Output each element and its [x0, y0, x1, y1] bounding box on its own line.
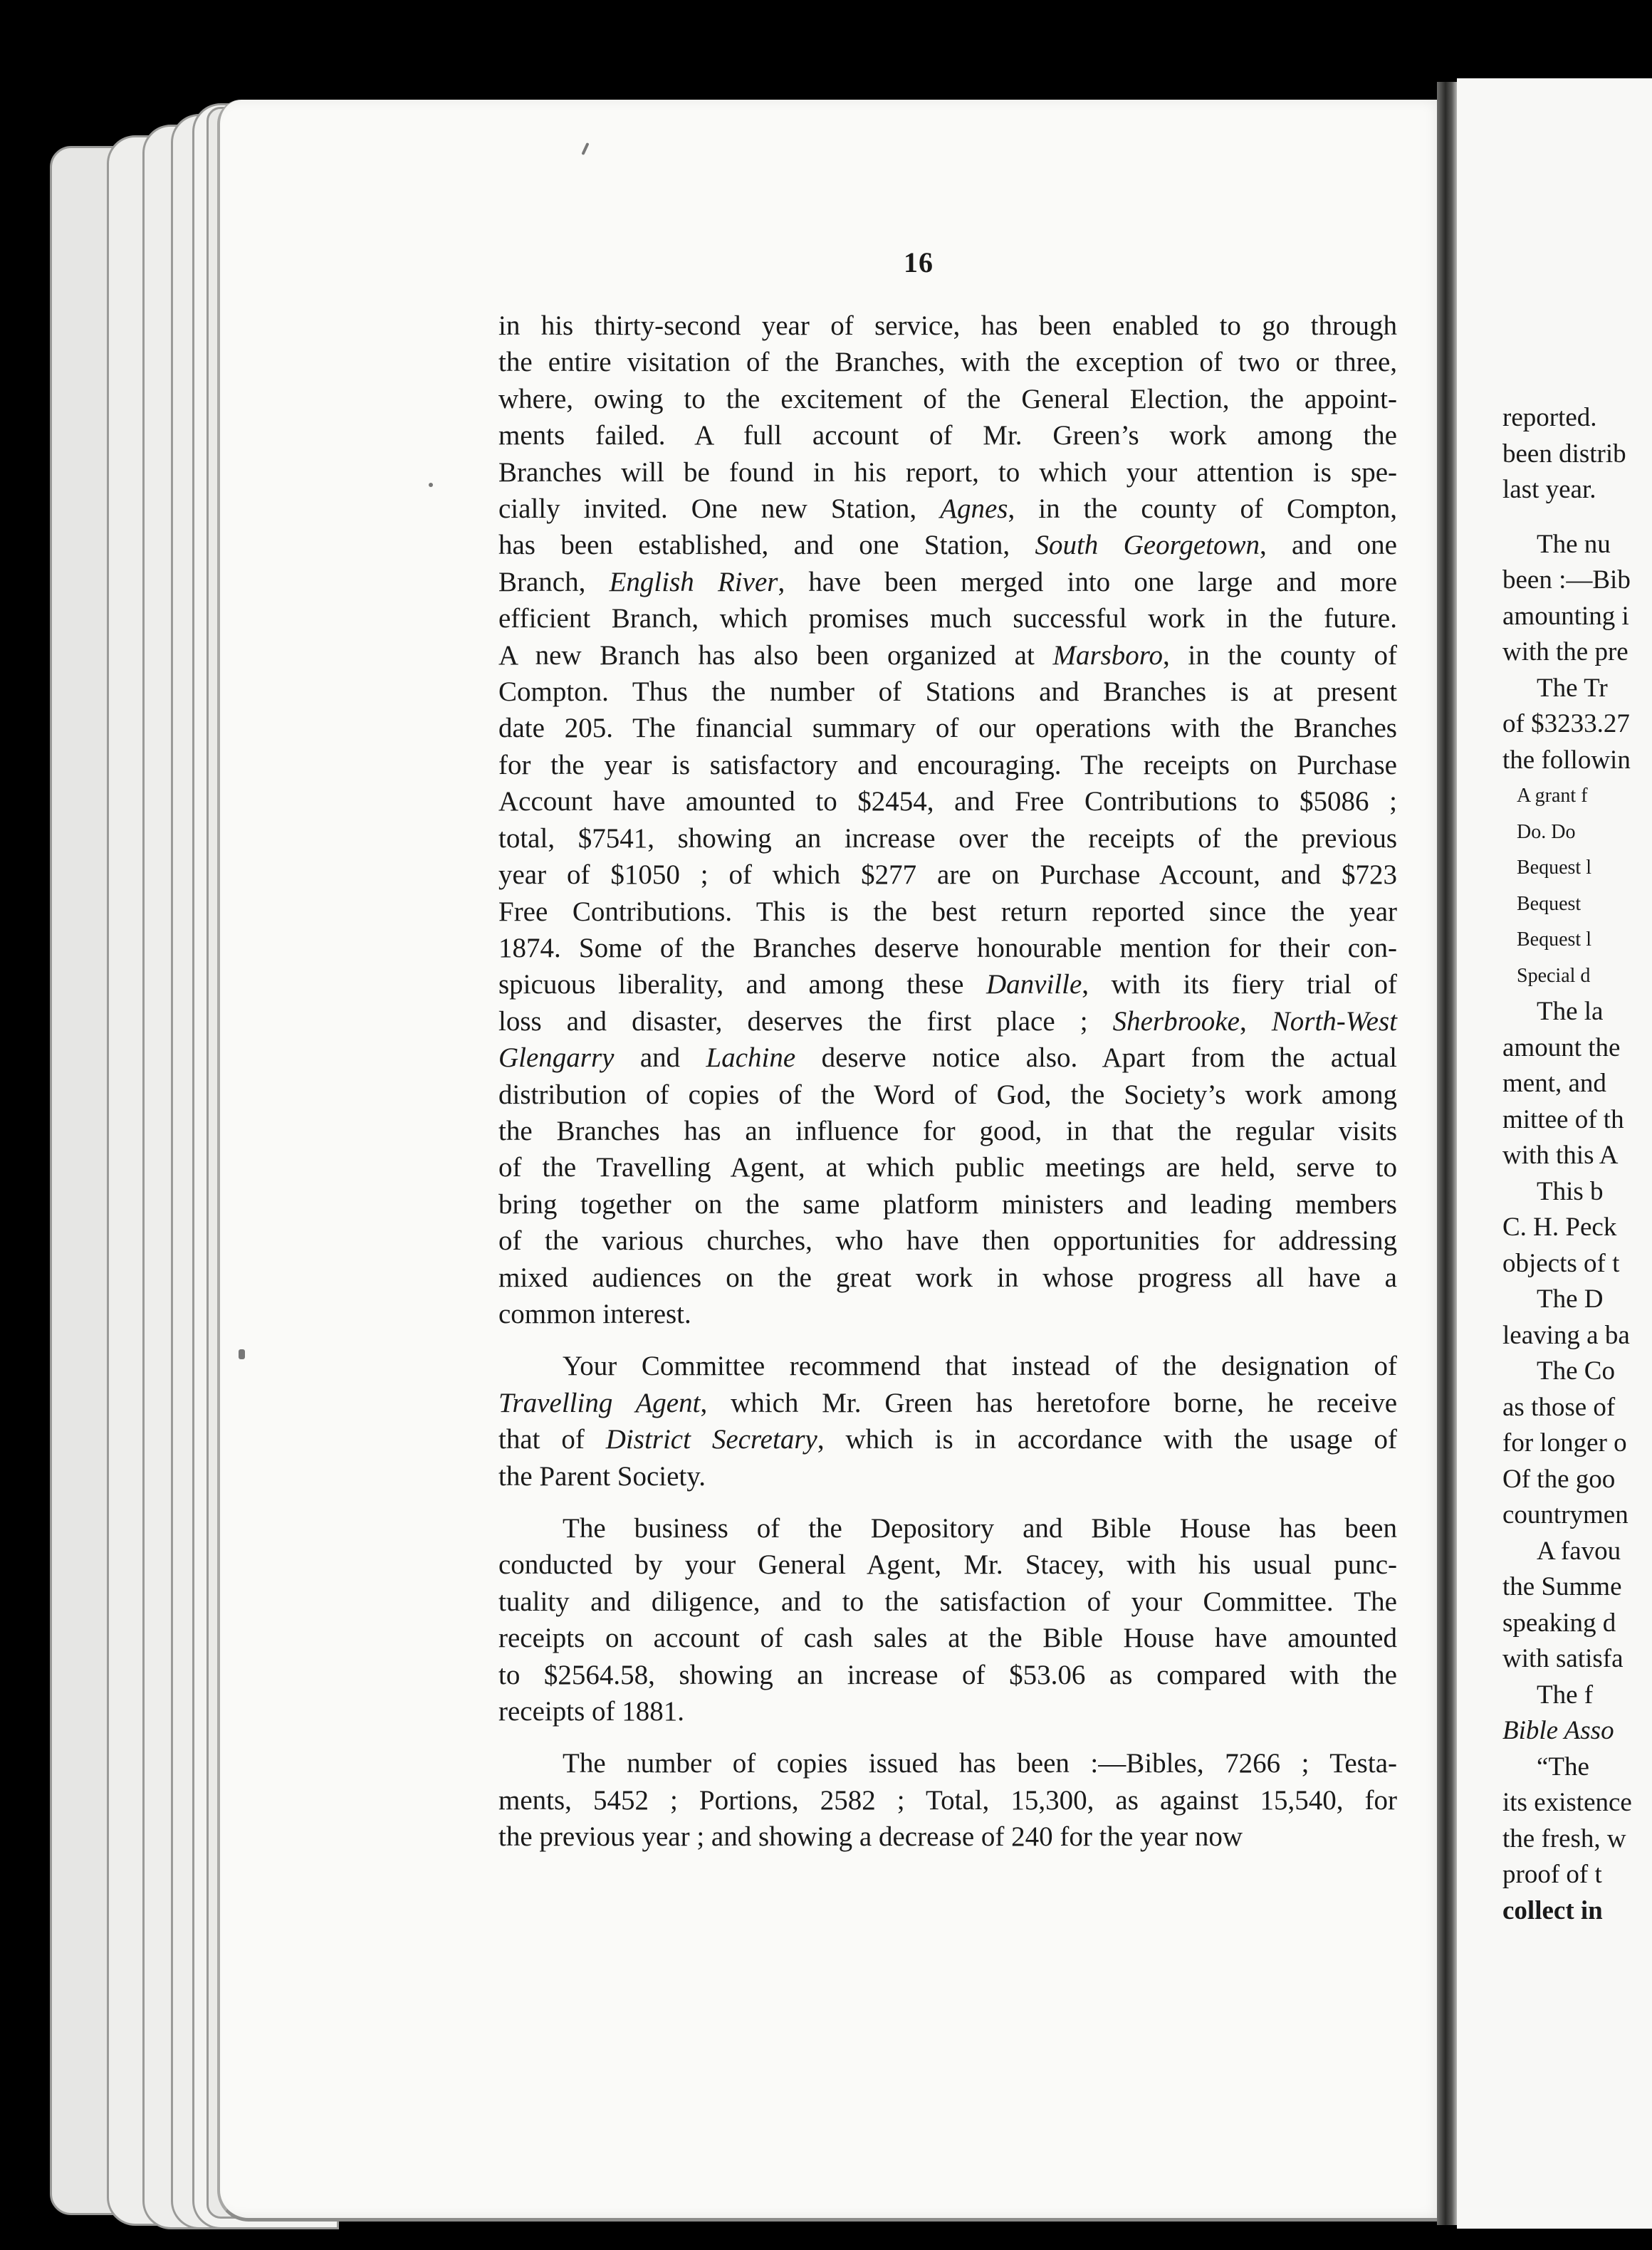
text-run: date 205. The financial summary of our operations with the Branches: [498, 713, 1397, 744]
text-run: to $2564.58, showing an increase of $53.06 as compared with the: [498, 1659, 1397, 1690]
right-text-line: The nu: [1537, 529, 1611, 559]
text-line: [498, 747, 1397, 783]
italic-text: Sherbrooke: [1112, 1005, 1240, 1037]
text-line: [498, 857, 1397, 893]
right-text-line: The la: [1537, 997, 1604, 1026]
right-text-line: Do. Do: [1517, 820, 1576, 843]
italic-text: Agnes: [940, 493, 1008, 525]
italic-text: North-West: [1271, 1005, 1397, 1037]
italic-text: Travelling Agent: [498, 1387, 701, 1418]
text-run: receipts on account of cash sales at the Bible House have amounted: [498, 1623, 1397, 1654]
text-line: [498, 1003, 1397, 1040]
text-run: The number of copies issued has been :—Bibles, 7266 ; Testa-: [563, 1748, 1397, 1779]
text-line: [498, 564, 1397, 600]
right-text-line: leaving a ba: [1502, 1320, 1630, 1350]
right-text-line: the followin: [1502, 745, 1631, 775]
text-run: ,: [1239, 1005, 1272, 1037]
book-gutter: [1437, 82, 1458, 2225]
right-text-line: been distrib: [1502, 439, 1626, 469]
right-text-line: objects of t: [1502, 1248, 1620, 1278]
text-run: where, owing to the excitement of the General Election, the appoint-: [498, 383, 1397, 414]
text-run: year of $1050 ; of which $277 are on Purchase Account, and $723: [498, 859, 1397, 891]
text-line: [498, 1421, 1397, 1458]
right-text-line: C. H. Peck: [1502, 1213, 1617, 1242]
text-line: [498, 1547, 1397, 1583]
text-run: in his thirty-second year of service, has been enabled to go through: [498, 310, 1397, 341]
right-text-line: proof of t: [1502, 1860, 1602, 1889]
text-run: conducted by your General Agent, Mr. Stacey, with his usual punc-: [498, 1549, 1397, 1581]
text-run: the previous year ; and showing a decrease of 240 for the year now: [498, 1821, 1243, 1853]
text-line: [498, 1260, 1397, 1296]
text-run: efficient Branch, which promises much successful work in the future.: [498, 603, 1397, 634]
text-line: [498, 637, 1397, 674]
right-text-line: ment, and: [1502, 1069, 1606, 1098]
text-run: and: [614, 1042, 706, 1074]
text-line: [498, 1693, 1397, 1730]
right-text-line: for longer o: [1502, 1428, 1627, 1458]
text-run: distribution of copies of the Word of God, the Society’s work among: [498, 1079, 1397, 1110]
text-run: A new Branch has also been organized at: [498, 639, 1053, 671]
right-text-line: A favou: [1537, 1536, 1621, 1566]
text-line: [498, 930, 1397, 966]
text-line: [498, 966, 1397, 1003]
text-line: [498, 1620, 1397, 1656]
text-line: [498, 894, 1397, 930]
right-text-line: “The: [1537, 1752, 1589, 1781]
text-run: Branch,: [498, 566, 610, 597]
right-text-line: its existence: [1502, 1788, 1632, 1817]
italic-text: Marsboro: [1052, 639, 1164, 671]
text-run: has been established, and one Station,: [498, 530, 1035, 561]
text-run: for the year is satisfactory and encouraging. The receipts on Purchase: [498, 749, 1397, 780]
text-run: , in the county of: [1163, 639, 1397, 671]
right-text-line: Bequest l: [1517, 928, 1591, 951]
text-line: [498, 1782, 1397, 1819]
right-text-line: Bequest: [1517, 892, 1582, 915]
right-text-line: mittee of th: [1502, 1104, 1624, 1134]
text-line: [498, 1186, 1397, 1223]
right-text-line: This b: [1537, 1176, 1604, 1206]
text-run: mixed audiences on the great work in whose progress all have a: [498, 1262, 1397, 1293]
text-run: , with its fiery trial of: [1082, 969, 1397, 1000]
italic-text: Glengarry: [498, 1042, 615, 1074]
text-run: common interest.: [498, 1298, 691, 1329]
text-line: [498, 1458, 1397, 1495]
text-run: Your Committee recommend that instead of the designation of: [563, 1351, 1397, 1382]
right-page-cropped-text: [1502, 400, 1652, 1929]
text-run: that of: [498, 1424, 606, 1455]
right-text-line: [1502, 508, 1652, 527]
text-run: cially invited. One new Station,: [498, 493, 941, 525]
paragraph: [498, 1510, 1397, 1730]
right-text-line: amount the: [1502, 1032, 1621, 1062]
text-line: [498, 1149, 1397, 1186]
text-line: [498, 1296, 1397, 1332]
italic-text: English River: [609, 566, 778, 597]
text-run: total, $7541, showing an increase over the receipts of the previous: [498, 822, 1397, 854]
italic-text: Danville: [986, 969, 1082, 1000]
text-run: bring together on the same platform ministers and leading members: [498, 1188, 1397, 1220]
text-run: , which is in accordance with the usage of: [817, 1424, 1398, 1455]
text-run: the entire visitation of the Branches, with the exception of two or three,: [498, 347, 1397, 378]
paragraph: [498, 308, 1397, 1332]
text-line: [498, 527, 1397, 563]
right-text-line: of $3233.27: [1502, 709, 1630, 738]
text-line: [498, 674, 1397, 710]
text-run: , and one: [1259, 530, 1397, 561]
text-run: Free Contributions. This is the best return reported since the year: [498, 896, 1397, 927]
right-text-line: reported.: [1502, 403, 1597, 432]
text-run: , which Mr. Green has heretofore borne, he receive: [700, 1387, 1398, 1418]
text-line: [498, 1745, 1397, 1781]
right-text-line: the Summe: [1502, 1572, 1622, 1601]
text-line: [498, 1819, 1397, 1855]
right-text-line: with this A: [1502, 1141, 1619, 1170]
text-run: tuality and diligence, and to the satisfaction of your Committee. The: [498, 1586, 1397, 1617]
text-run: loss and disaster, deserves the first place ;: [498, 1005, 1113, 1037]
right-text-line: been :—Bib: [1502, 565, 1631, 595]
text-run: of the Travelling Agent, at which public meetings are held, serve to: [498, 1152, 1397, 1183]
right-text-line: Special d: [1517, 964, 1591, 987]
text-line: [498, 417, 1397, 454]
text-run: ments failed. A full account of Mr. Green’s work among the: [498, 420, 1397, 451]
text-line: [498, 308, 1397, 344]
text-run: Compton. Thus the number of Stations and Branches is at present: [498, 676, 1397, 708]
text-line: [498, 381, 1397, 417]
text-run: Branches will be found in his report, to which your attention is spe-: [498, 456, 1397, 488]
italic-text: District Secretary: [605, 1424, 817, 1455]
right-text-line: amounting i: [1502, 601, 1629, 631]
page-number: 16: [904, 246, 934, 278]
text-line: [498, 1657, 1397, 1693]
text-line: [498, 600, 1397, 637]
text-run: receipts of 1881.: [498, 1696, 685, 1727]
text-run: the Branches has an influence for good, in that the regular visits: [498, 1115, 1397, 1146]
right-text-line: A grant f: [1517, 785, 1588, 807]
italic-text: South Georgetown: [1035, 530, 1260, 561]
text-line: [498, 820, 1397, 857]
text-line: [498, 783, 1397, 820]
text-run: of the various churches, who have then opportunities for addressing: [498, 1225, 1397, 1257]
text-line: [498, 1040, 1397, 1076]
text-line: [498, 491, 1397, 527]
right-text-line: Bible Asso: [1502, 1716, 1614, 1745]
paragraph: [498, 1348, 1397, 1495]
text-run: spicuous liberality, and among these: [498, 969, 986, 1000]
right-page: [1457, 78, 1652, 2229]
right-text-line: countrymen: [1502, 1500, 1629, 1529]
right-text-line: with the pre: [1502, 637, 1629, 666]
text-run: 1874. Some of the Branches deserve honourable mention for their con-: [498, 932, 1397, 963]
ink-mark: [239, 1349, 245, 1359]
text-run: the Parent Society.: [498, 1460, 706, 1492]
left-page-body-text: [498, 308, 1397, 1856]
right-text-line: Of the goo: [1502, 1464, 1616, 1494]
text-line: [498, 1584, 1397, 1620]
right-text-line: The Co: [1537, 1356, 1615, 1386]
text-run: , in the county of Compton,: [1008, 493, 1397, 525]
text-run: deserve notice also. Apart from the actual: [795, 1042, 1397, 1074]
ink-mark: [429, 483, 433, 487]
text-line: [498, 710, 1397, 746]
text-run: , have been merged into one large and more: [778, 566, 1398, 597]
text-line: [498, 1077, 1397, 1113]
right-text-line: the fresh, w: [1502, 1823, 1626, 1853]
text-line: [498, 1113, 1397, 1149]
text-run: The business of the Depository and Bible House has been: [563, 1513, 1397, 1544]
italic-text: Lachine: [706, 1042, 796, 1074]
right-text-line: last year.: [1502, 475, 1596, 504]
text-line: [498, 454, 1397, 491]
right-text-line: The D: [1537, 1284, 1604, 1314]
text-line: [498, 1510, 1397, 1547]
text-line: [498, 1385, 1397, 1421]
text-run: ments, 5452 ; Portions, 2582 ; Total, 15,300, as against 15,540, for: [498, 1784, 1397, 1816]
right-text-line: speaking d: [1502, 1608, 1616, 1638]
paragraph: [498, 1745, 1397, 1855]
right-text-line: The f: [1537, 1680, 1594, 1710]
text-line: [498, 1348, 1397, 1384]
right-text-line: The Tr: [1537, 673, 1608, 703]
text-run: Account have amounted to $2454, and Free Contributions to $5086 ;: [498, 786, 1397, 817]
right-text-line: Bequest l: [1517, 857, 1591, 879]
text-line: [498, 344, 1397, 380]
right-text-line: with satisfa: [1502, 1644, 1624, 1673]
right-text-line: collect in: [1502, 1895, 1603, 1925]
text-line: [498, 1223, 1397, 1259]
right-text-line: as those of: [1502, 1392, 1616, 1422]
